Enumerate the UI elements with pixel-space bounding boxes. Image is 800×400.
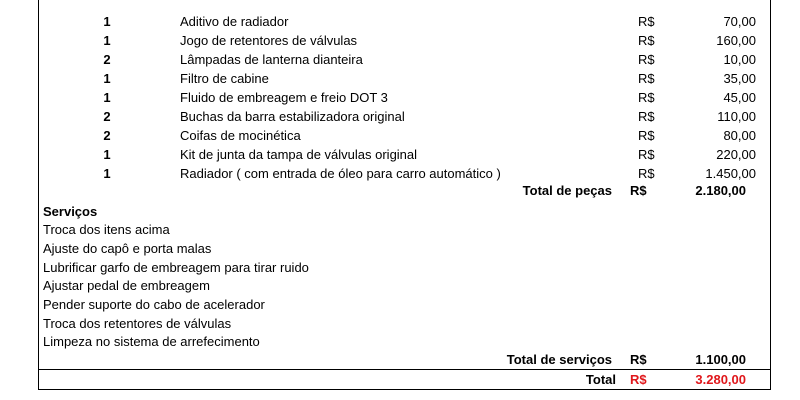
services-total-currency: R$ [630,352,647,367]
item-currency: R$ [638,147,655,162]
parts-total-label: Total de peças [522,183,612,198]
item-qty: 1 [103,166,111,181]
item-value: 80,00 [723,128,756,143]
item-qty: 1 [103,71,111,86]
item-desc: Radiador ( com entrada de óleo para carro automático ) [180,166,501,181]
table-row [0,127,800,146]
item-qty: 2 [103,128,111,143]
services-title: Serviços [43,204,98,219]
table-row [0,13,800,32]
table-row [0,32,800,51]
item-value: 220,00 [716,147,756,162]
service-item: Pender suporte do cabo de acelerador [43,297,265,312]
table-row [0,146,800,165]
table-row [0,165,800,184]
table-row [0,108,800,127]
item-value: 10,00 [723,52,756,67]
item-value: 70,00 [723,14,756,29]
grand-total-divider [38,369,771,370]
services-total-label: Total de serviços [506,352,612,367]
item-currency: R$ [638,109,655,124]
item-value: 45,00 [723,90,756,105]
item-currency: R$ [638,14,655,29]
parts-total-currency: R$ [630,183,647,198]
service-item: Troca dos itens acima [43,222,170,237]
item-currency: R$ [638,128,655,143]
item-value: 160,00 [716,33,756,48]
item-currency: R$ [638,71,655,86]
grand-total-currency: R$ [630,372,647,387]
parts-total-value: 2.180,00 [695,183,746,198]
item-desc: Buchas da barra estabilizadora original [180,109,405,124]
service-item: Troca dos retentores de válvulas [43,316,232,331]
item-qty: 1 [103,147,111,162]
grand-total-value: 3.280,00 [695,372,746,387]
item-currency: R$ [638,90,655,105]
item-value: 1.450,00 [705,166,756,181]
service-item: Lubrificar garfo de embreagem para tirar ruido [43,260,309,275]
item-qty: 2 [103,109,111,124]
item-qty: 1 [103,14,111,29]
item-currency: R$ [638,52,655,67]
table-row [0,70,800,89]
item-value: 110,00 [717,109,756,124]
item-desc: Jogo de retentores de válvulas [180,33,358,48]
item-desc: Aditivo de radiador [180,14,289,29]
service-item: Ajuste do capô e porta malas [43,241,212,256]
item-desc: Coifas de mocinética [180,128,301,143]
service-item: Ajustar pedal de embreagem [43,278,210,293]
item-qty: 1 [103,33,111,48]
service-item: Limpeza no sistema de arrefecimento [43,334,260,349]
item-desc: Lâmpadas de lanterna dianteira [180,52,363,67]
grand-total-label: Total [585,372,616,387]
item-value: 35,00 [723,71,756,86]
item-desc: Fluido de embreagem e freio DOT 3 [180,90,388,105]
table-row [0,89,800,108]
item-currency: R$ [638,33,655,48]
item-qty: 1 [103,90,111,105]
item-qty: 2 [103,52,111,67]
item-currency: R$ [638,166,655,181]
services-total-value: 1.100,00 [695,352,746,367]
table-row [0,51,800,70]
item-desc: Kit de junta da tampa de válvulas original [180,147,418,162]
item-desc: Filtro de cabine [180,71,269,86]
